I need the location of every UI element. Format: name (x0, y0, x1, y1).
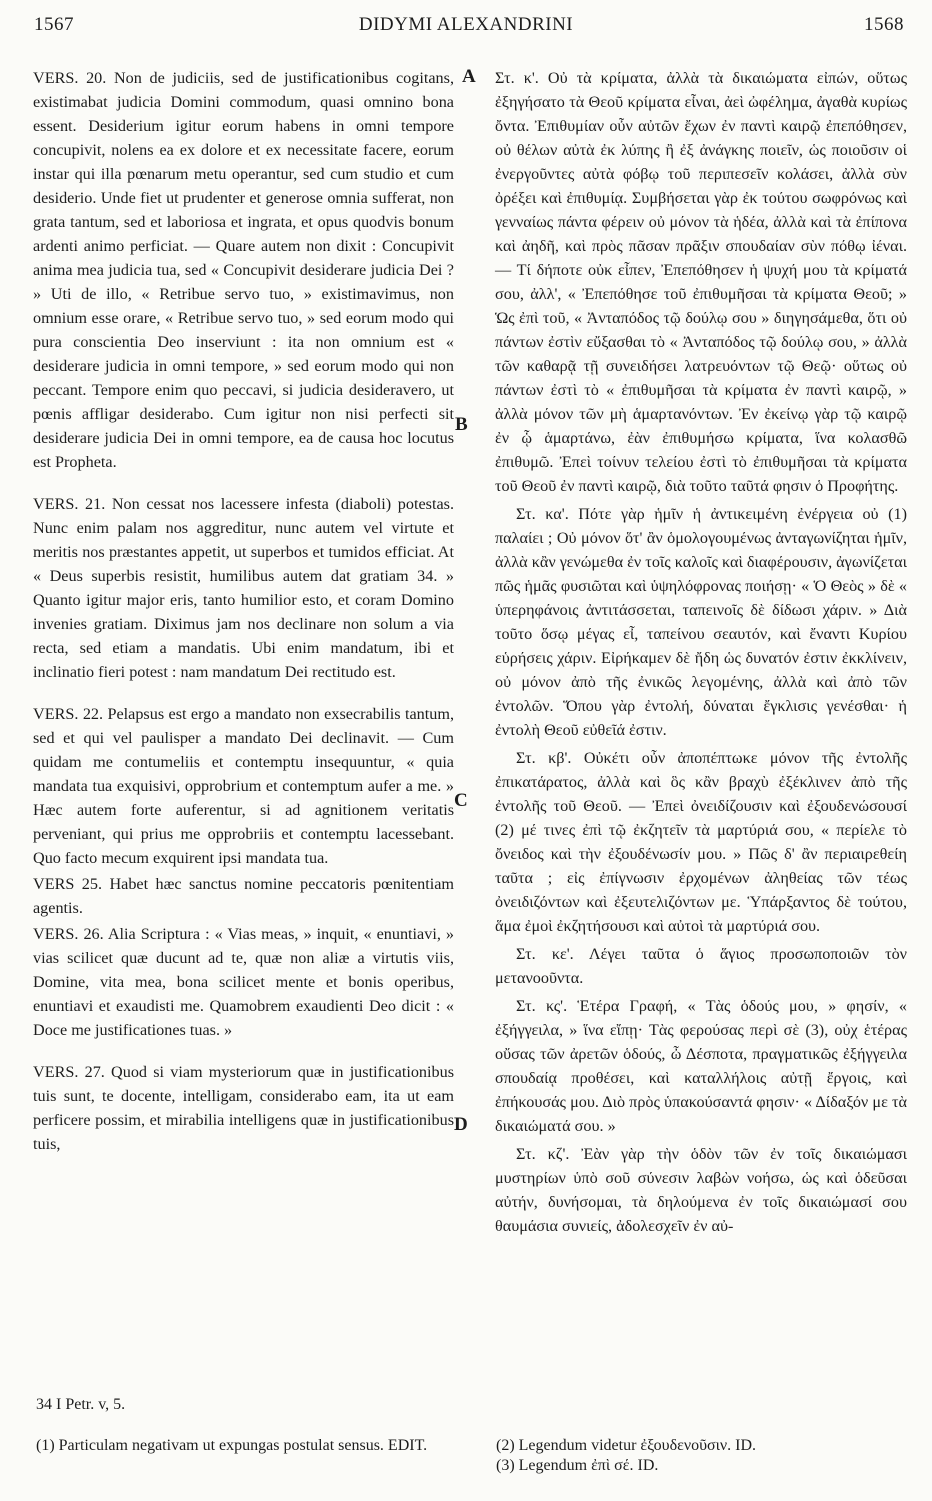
margin-letter-a: A (462, 66, 476, 87)
footnote-3: (3) Legendum ἐπὶ σέ. ID. (496, 1457, 659, 1474)
greek-verse-22: Στ. κβ'. Οὐκέτι οὖν ἀποπέπτωκε μόνον τῆς ἐντολῆς ἐπικατάρατος, ἀλλὰ καὶ ὃς κἂν βραχὺ ἐξέκλινεν ἀπὸ τῆς ἐντολῆς τοῦ Θεοῦ. — Ἐπεὶ ὀνειδίζουσιν καὶ ἐξουδενώσουσί (2) μέ τινες ἐπὶ τῷ ἐκζητεῖν τὰ μαρτύριά σου, « περίελε τὸ ὄνειδος καὶ τὴν ἐξουδένωσίν μου. » Πῶς δ' ἂν περιαιρεθείη ταῦτα ; εἰς ἐπίγνωσιν ἐρχομένων ἀληθείας τῶν τέως ὀνειδιζόντων καὶ ἐξευτελιζόντων με. Ὑπάρξαντος δὲ τούτου, ἅμα ἐμοὶ ἐκζητήσουσι καὶ αὐτοὶ τὰ μαρτύριά σου. (495, 749, 907, 935)
right-page-number: 1568 (864, 14, 904, 35)
left-page-number: 1567 (34, 14, 74, 35)
latin-verse-22: VERS. 22. Pelapsus est ergo a mandato non exsecrabilis tantum, sed et qui vel paulisper a mandato Dei declinavit. — Cum quidam me contumeliis et contemptu insequuntur, « quia mandata tua exquisivi, opprobrium et contemptum aufer a me. » Hæc autem forte auferentur, si ad agnitionem veritatis perveniant, qui prius me opprobriis et contemptu lacessebant. Quo facto mecum exquirent ipsi mandata tua. (33, 705, 454, 867)
greek-verse-21: Στ. κα'. Πότε γὰρ ἡμῖν ἡ ἀντικειμένη ἐνέργεια οὐ (1) παλαίει ; Οὐ μόνον ὅτ' ἂν ὁμολογουμένως ἀνταγωνίζηται ἡμῖν, ἀλλὰ κἂν γενώμεθα ἐν τοῖς καλοῖς καὶ διαφέρουσιν, ἀγωνίζεται πῶς ἡμᾶς φυσιῶται καὶ ὑψηλόφρονας ποιήσῃ· « Ὁ Θεὸς » δὲ « ὑπερηφάνοις ἀντιτάσσεται, ταπεινοῖς δὲ δίδωσι χάριν. » Διὰ τοῦτο ὅσῳ μέγας εἶ, ταπείνου σεαυτόν, καὶ ἔναντι Κυρίου εὑρήσεις χάριν. Εἰρήκαμεν δὲ ἤδη ὡς δυνατόν ἐστιν ἐκκλίνειν, οὐ μόνον ἀπὸ τῆς ἐνικῶς λεγομένης, ἀλλὰ καὶ ἀπὸ τῶν ἐντολῶν. Ὅπου γὰρ ἐντολή, δύναται ἔγκλισις γενέσθαι· ἡ ἐντολὴ Θεοῦ εὐθεῖά ἐστιν. (495, 505, 907, 739)
margin-letter-c: C (454, 790, 468, 811)
greek-verse-27: Στ. κζ'. Ἐὰν γὰρ τὴν ὁδὸν τῶν ἐν τοῖς δικαιώμασι μυστηρίων ὑπὸ σοῦ σύνεσιν λαβὼν νοήσω, ὡς καὶ ὁδεῦσαι αὐτήν, δυνήσομαι, τὰ δηλούμενα ἐν τοῖς δικαιώμασί σου θαυμάσια συνιείς, ἀδολεσχεῖν ἐν αὐ- (495, 1145, 907, 1235)
margin-letter-b: B (455, 414, 468, 435)
greek-verse-26: Στ. κς'. Ἑτέρα Γραφή, « Τὰς ὁδούς μου, » φησίν, « ἐξήγγειλα, » ἵνα εἴπῃ· Τὰς φερούσας περὶ σὲ (3), οὐχ ἑτέρας οὔσας τῶν ἀρετῶν ὁδούς, ὦ Δέσποτα, πραγματικῶς ἐξήγγειλα σπουδαίᾳ προθέσει, καὶ καταλλήλοις αὐτῇ ἔργοις, καὶ ἐπήκουσάς μου. Διὸ πρὸς ὑπακούσαντά φησιν· « Δίδαξόν με τὰ δικαιώματά σου. » (495, 997, 907, 1135)
margin-letter-d: D (454, 1114, 468, 1135)
latin-verse-27: VERS. 27. Quod si viam mysteriorum quæ in justificationibus tuis sunt, te docente, intelligam, considerabo eam, ita ut eam perficere possim, et mirabilia intelligens quæ in justificationibus tuis, (33, 1063, 454, 1153)
latin-column (33, 66, 454, 1174)
footnote-2: (2) Legendum videtur ἐξουδενοῦσιν. ID. (496, 1437, 757, 1454)
latin-verse-25: VERS 25. Habet hæc sanctus nomine peccatoris pœnitentiam agentis. (33, 875, 454, 917)
latin-verse-21: VERS. 21. Non cessat nos lacessere infesta (diaboli) potestas. Nunc enim palam nos aggreditur, nunc autem vel virtute et meritis nos præstantes appetit, ut superbos et tumidos efficiat. At « Deus superbis resistit, humilibus autem dat gratiam 34. » Quanto igitur major eris, tanto humilior esto, et coram Domino invenies gratiam. Diximus jam nos declinare non solum a via recta, sed etiam a mandatis. Ubi enim mandatum, ibi et inclinatio fieri potest : nam mandatum Dei rectitudo est. (33, 495, 454, 681)
greek-verse-20: Στ. κ'. Οὐ τὰ κρίματα, ἀλλὰ τὰ δικαιώματα εἰπών, οὕτως ἐξηγήσατο τὰ Θεοῦ κρίματα εἶναι, ἀεὶ ὠφέλημα, ἀγαθὰ κυρίως ὄντα. Ἐπιθυμίαν οὖν αὐτῶν ἔχων ἐν παντὶ καιρῷ ἐπεπόθησεν, οὐ θέλων αὐτὰ ἐκ λύπης ἢ ἐξ ἀνάγκης ποιεῖν, ὡς ποιοῦσιν οἱ ἐνεργοῦντες αὐτὰ φόβῳ τοῦ περιπεσεῖν κολάσει, ἀλλὰ σὺν ὀρέξει καὶ ἐπιθυμίᾳ. Συμβήσεται γὰρ ἐκ τούτου σωφρόνως καὶ γενναίως πάντα φέρειν οὐ μόνον τὰ ἡδέα, ἀλλὰ καὶ τὰ ἐπίπονα καὶ ἀηδῆ, καὶ πρὸς πᾶσαν πρᾶξιν σπουδαίαν σὺν πόθῳ ἰέναι. — Τί δήποτε οὐκ εἶπεν, Ἐπεπόθησεν ἡ ψυχή μου τὰ κρίματά σου, ἀλλ', « Ἐπεπόθησε τοῦ ἐπιθυμῆσαι τὰ κρίματα Θεοῦ; » Ὡς ἐπὶ τοῦ, « Ἀνταπόδος τῷ δούλῳ σου » διηγησάμεθα, ὅτι οὐ πάντων ἐστὶν εὔξασθαι τὸ « Ἀνταπόδος τῷ δούλῳ σου, » ἀλλὰ τῶν καθαρᾷ τῇ συνειδήσει λατρευόντων τῷ Θεῷ· οὕτως οὐ πάντων ἐστὶ τὸ « ἐπιθυμῆσαι τὰ κρίματα ἐν παντὶ καιρῷ, » ἀλλὰ μόνον τῶν μὴ ἁμαρτανόντων. Ἐν ἐκείνῳ γὰρ τῷ καιρῷ ἐν ᾧ ἁμαρτάνω, ἐὰν ἐπιθυμήσω κρίματα, ἵνα κολασθῶ ἐπιθυμῶ. Ἐπεὶ τοίνυν τελείου ἐστὶ τὸ ἐπιθυμῆσαι τὰ κρίματα τοῦ Θεοῦ ἐν παντὶ καιρῷ, διὰ τοῦτο ταῦτά φησιν ὁ Προφήτης. (495, 69, 907, 495)
footnote-34: 34 I Petr. v, 5. (36, 1396, 126, 1413)
greek-column (495, 66, 907, 1242)
footnote-1: (1) Particulam negativam ut expungas postulat sensus. EDIT. (36, 1437, 428, 1454)
greek-verse-25: Στ. κε'. Λέγει ταῦτα ὁ ἅγιος προσωποποιῶν τὸν μετανοοῦντα. (495, 945, 907, 987)
latin-verse-26: VERS. 26. Alia Scriptura : « Vias meas, » inquit, « enuntiavi, » vias scilicet quæ ducunt ad te, quæ non aliæ a virtutis viis, Domine, vita mea, bona scilicet mente et bonis operibus, enuntiavi et exaudisti me. Quamobrem exaudienti Deo dicit : « Doce me justificationes tuas. » (33, 925, 454, 1039)
running-title: DIDYMI ALEXANDRINI (358, 14, 574, 35)
latin-verse-20: VERS. 20. Non de judiciis, sed de justificationibus cogitans, existimabat judicia Domini commodum, quasi omnino bona essent. Desiderium igitur eorum habens in omni tempore concupivit, nolens ea ex dolore et ex necessitate facere, eorum instar qui illa pœnarum metu operantur, sed cum studio et cum desiderio. Unde fiet ut prudenter et generose omnia sufferat, non grata tantum, sed et laboriosa et ingrata, et opus quodvis bonum ardenti animo perficiat. — Quare autem non dixit : Concupivit anima mea judicia tua, sed « Concupivit desiderare judicia Dei ? » Uti de illo, « Retribue servo tuo, » existimavimus, non omnium esse orare, « Retribue servo tuo, » sed eorum modo qui pura conscientia Deo inserviunt : ita non omnium est « desiderare judicia in omni tempore, » sed eorum modo qui non peccant. Tempore enim quo peccavi, si judicia desideravero, ut pœnis affligar desiderabo. Cum igitur non nisi perfecti sit desiderare judicia Dei in omni tempore, ea de causa hoc locutus est Propheta. (33, 69, 454, 471)
